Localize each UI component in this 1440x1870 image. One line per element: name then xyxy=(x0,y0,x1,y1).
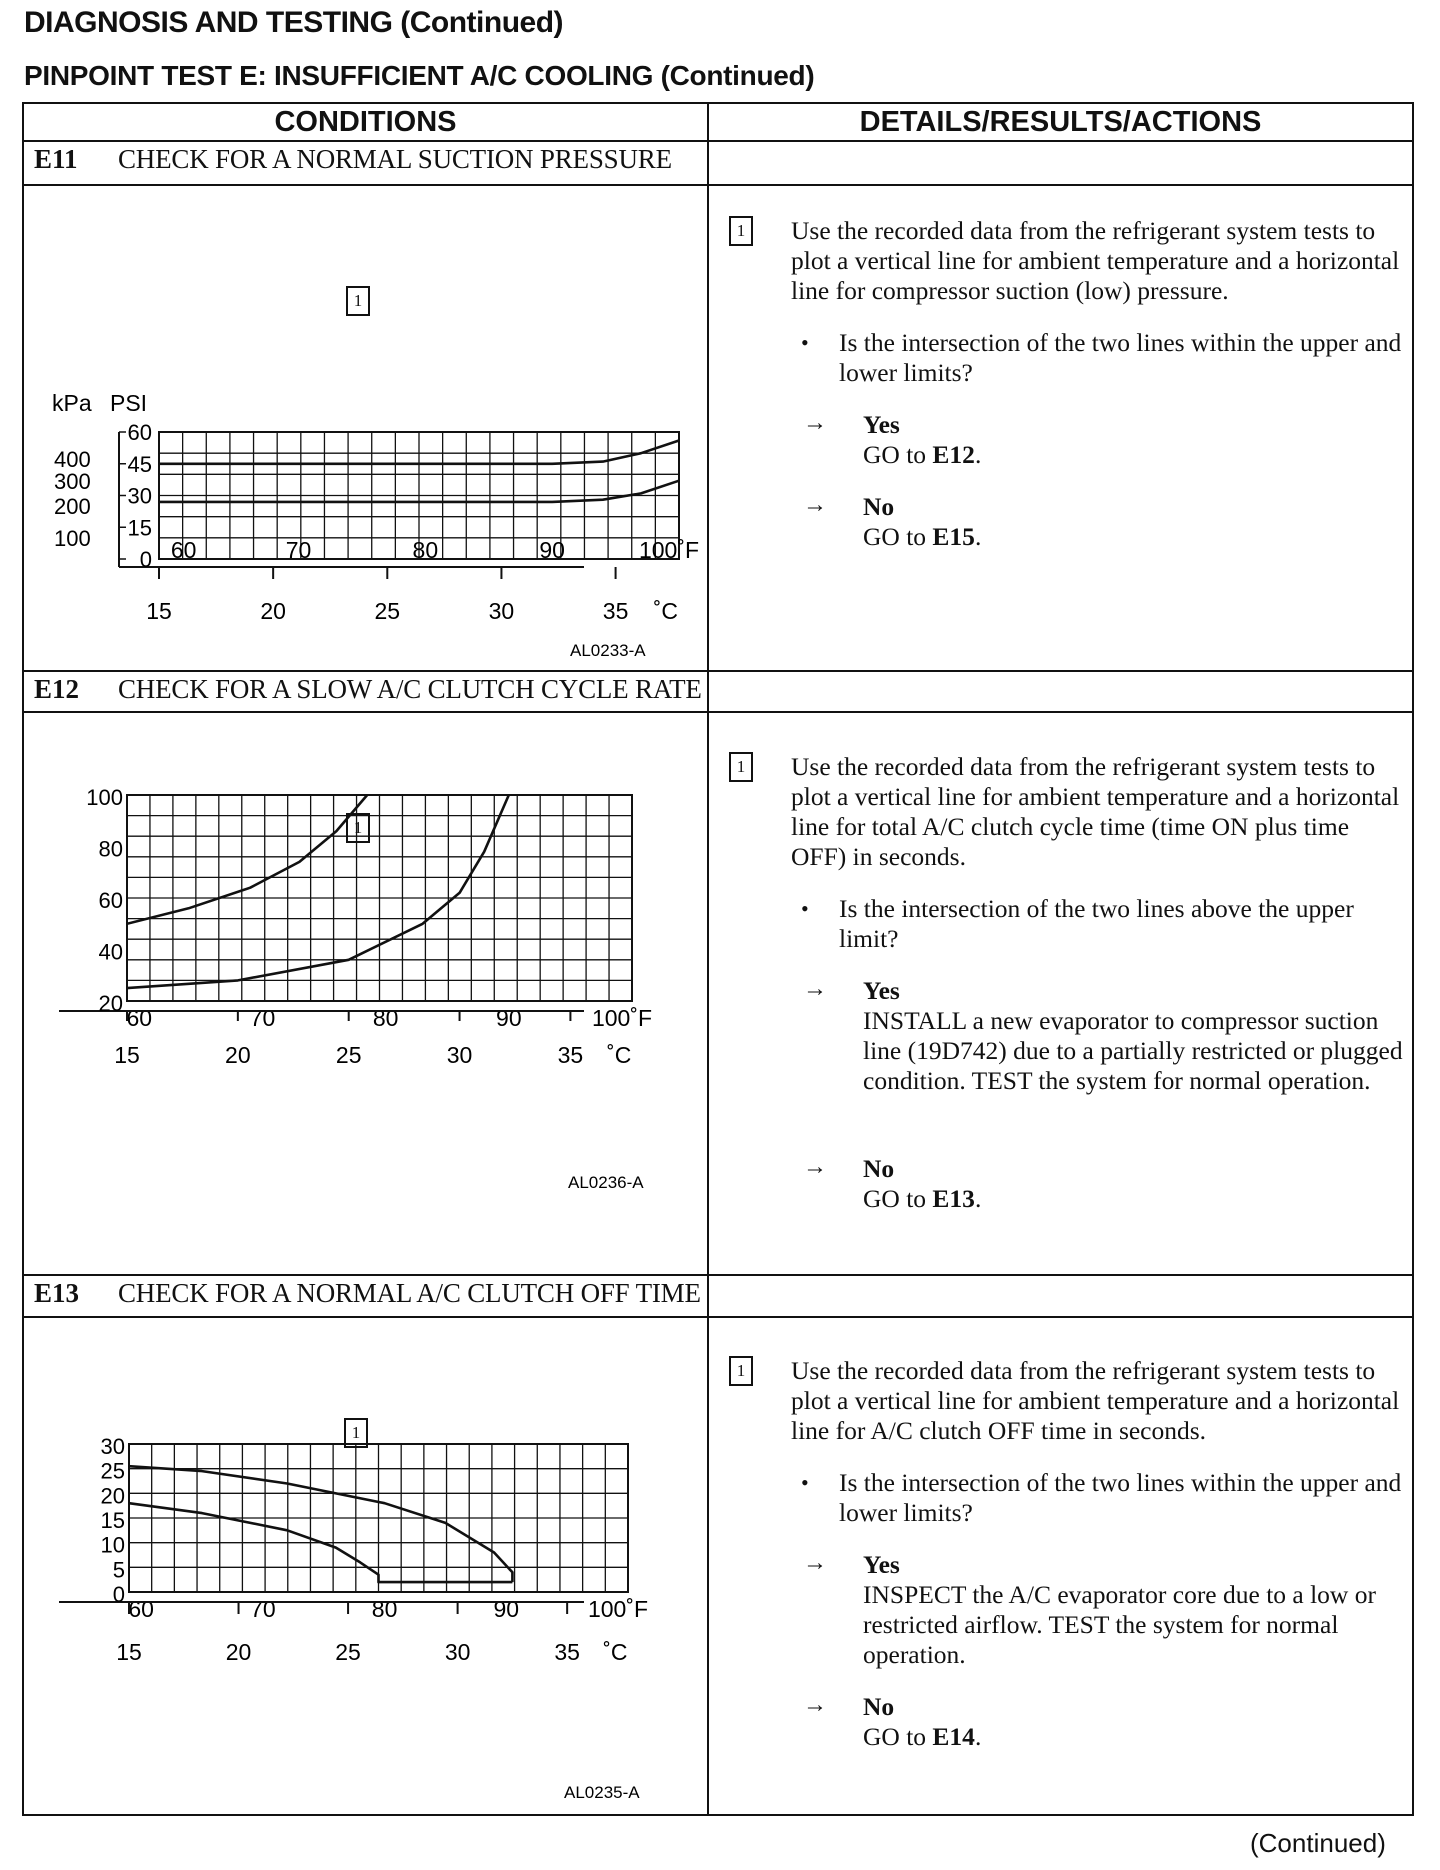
pinpoint-table xyxy=(22,102,1414,1816)
y-tick-label: 60 xyxy=(98,888,123,913)
fahrenheit-tick-label: 90 xyxy=(496,1005,522,1031)
figure-callout: 1 xyxy=(344,1418,368,1448)
y-tick-label: 5 xyxy=(112,1557,125,1583)
arrow-icon: → xyxy=(803,410,827,436)
celsius-tick-label: 35 xyxy=(554,1639,580,1665)
arrow-icon: → xyxy=(803,1692,827,1718)
fahrenheit-tick-label: 70 xyxy=(249,1005,276,1031)
detail-callout: 1 xyxy=(729,216,753,246)
psi-tick-label: 15 xyxy=(127,515,152,541)
chart-e13 xyxy=(24,1318,707,1814)
unit-label-kpa: kPa xyxy=(52,390,92,416)
question: Is the intersection of the two lines within the upper and lower limits? xyxy=(839,1468,1402,1527)
fahrenheit-tick-label: 90 xyxy=(493,1596,520,1622)
y-tick-label: 25 xyxy=(100,1458,125,1484)
no-suffix: . xyxy=(974,522,982,551)
instruction: Use the recorded data from the refrigerant system tests to plot a vertical line for ambient temperature and a horizontal line for compressor suction (low) pressure. xyxy=(791,216,1400,305)
kpa-tick-label: 400 xyxy=(54,447,91,472)
celsius-tick-label: 25 xyxy=(335,1042,362,1068)
result-no xyxy=(729,492,1409,552)
fahrenheit-tick-label: 80 xyxy=(371,1596,398,1622)
page-title: DIAGNOSIS AND TESTING (Continued) xyxy=(24,6,564,39)
figure-id: AL0235-A xyxy=(564,1783,640,1802)
y-tick-label: 100 xyxy=(86,785,123,810)
instruction: Use the recorded data from the refrigerant system tests to plot a vertical line for ambient temperature and a horizontal line for total A/C clutch cycle time (time ON plus time OFF) in seconds. xyxy=(791,752,1400,871)
fahrenheit-tick-label: 100˚F xyxy=(591,1005,653,1031)
celsius-tick-label: 20 xyxy=(225,1042,251,1068)
result-yes xyxy=(729,1550,1409,1670)
bullet: • xyxy=(801,896,809,921)
step-title-e11 xyxy=(34,144,672,175)
y-tick-label: 30 xyxy=(100,1434,125,1459)
celsius-tick-label: 15 xyxy=(114,1042,140,1068)
bullet: • xyxy=(801,1470,809,1495)
celsius-tick-label: 20 xyxy=(225,1639,252,1665)
y-tick-label: 20 xyxy=(98,991,123,1016)
instruction: Use the recorded data from the refrigerant system tests to plot a vertical line for ambient temperature and a horizontal line for A/C clutch OFF time in seconds. xyxy=(791,1356,1400,1445)
arrow-icon: → xyxy=(803,492,827,518)
yes-target-link[interactable]: E12 xyxy=(932,440,975,469)
celsius-tick-label: 25 xyxy=(335,1639,361,1665)
celsius-tick-label: 35 xyxy=(557,1042,584,1068)
result-yes xyxy=(729,410,1409,470)
chart-e11 xyxy=(24,186,707,670)
no-prefix: GO to xyxy=(863,1184,933,1213)
psi-tick-label: 30 xyxy=(127,483,152,509)
detail-callout: 1 xyxy=(729,752,753,782)
yes-label: Yes xyxy=(863,976,900,1005)
question: Is the intersection of the two lines within the upper and lower limits? xyxy=(839,328,1402,387)
celsius-tick-label: 30 xyxy=(446,1042,473,1068)
no-target-link[interactable]: E13 xyxy=(932,1184,975,1213)
fahrenheit-tick-label: 100˚F xyxy=(587,1596,649,1622)
figure-e12 xyxy=(24,713,707,1274)
result-no xyxy=(729,1154,1409,1214)
fahrenheit-tick-label: 80 xyxy=(412,537,439,563)
kpa-tick-label: 100 xyxy=(54,526,91,551)
fahrenheit-tick-label: 90 xyxy=(539,537,565,563)
y-tick-label: 10 xyxy=(100,1532,125,1558)
no-target-link[interactable]: E14 xyxy=(932,1722,975,1751)
figure-e11 xyxy=(24,186,707,670)
no-label: No xyxy=(863,1692,895,1721)
step-heading: CHECK FOR A SLOW A/C CLUTCH CYCLE RATE xyxy=(118,674,702,704)
y-tick-label: 0 xyxy=(112,1582,125,1607)
celsius-tick-label: 15 xyxy=(116,1639,142,1665)
fahrenheit-tick-label: 80 xyxy=(372,1005,399,1031)
celsius-unit-label: ˚C xyxy=(653,598,678,624)
question: Is the intersection of the two lines above the upper limit? xyxy=(839,894,1354,953)
fahrenheit-tick-label: 60 xyxy=(170,537,197,563)
fahrenheit-tick-label: 70 xyxy=(285,537,312,563)
no-suffix: . xyxy=(974,1184,982,1213)
y-tick-label: 15 xyxy=(100,1508,125,1533)
psi-tick-label: 60 xyxy=(127,420,152,445)
y-tick-label: 20 xyxy=(100,1483,125,1509)
yes-text: INSPECT the A/C evaporator core due to a low or restricted airflow. TEST the system for normal operation. xyxy=(863,1580,1376,1669)
e13-top-rule xyxy=(24,1274,1412,1276)
celsius-tick-label: 30 xyxy=(488,598,515,624)
yes-label: Yes xyxy=(863,1550,900,1579)
bullet: • xyxy=(801,330,809,355)
step-heading: CHECK FOR A NORMAL A/C CLUTCH OFF TIME xyxy=(118,1278,701,1308)
figure-callout: 1 xyxy=(346,813,370,843)
kpa-tick-label: 300 xyxy=(54,469,91,494)
no-prefix: GO to xyxy=(863,522,933,551)
step-code: E13 xyxy=(34,1278,80,1308)
psi-tick-label: 45 xyxy=(127,451,152,477)
celsius-tick-label: 20 xyxy=(260,598,286,624)
limit-curve-upper xyxy=(127,795,367,924)
details-e13 xyxy=(729,1356,1409,1752)
details-e12 xyxy=(729,752,1409,1214)
no-label: No xyxy=(863,1154,895,1183)
step-code: E12 xyxy=(34,674,80,704)
fahrenheit-tick-label: 100˚F xyxy=(638,537,700,563)
figure-callout: 1 xyxy=(346,286,370,316)
no-target-link[interactable]: E15 xyxy=(932,522,975,551)
psi-tick-label: 0 xyxy=(139,547,152,572)
step-code: E11 xyxy=(34,144,78,174)
limit-curve-lower xyxy=(127,795,509,988)
celsius-tick-label: 35 xyxy=(602,598,629,624)
conditions-header: CONDITIONS xyxy=(274,106,457,138)
fahrenheit-tick-label: 60 xyxy=(128,1596,154,1622)
chart-e12 xyxy=(24,713,707,1274)
detail-callout: 1 xyxy=(729,1356,753,1386)
figure-id: AL0233-A xyxy=(570,641,646,660)
celsius-tick-label: 15 xyxy=(146,598,172,624)
details-header: DETAILS/RESULTS/ACTIONS xyxy=(859,106,1262,138)
unit-label-psi: PSI xyxy=(110,390,148,416)
no-prefix: GO to xyxy=(863,1722,933,1751)
step-title-e12 xyxy=(34,674,702,705)
yes-text: INSTALL a new evaporator to compressor suction line (19D742) due to a partially restricted or plugged condition. TEST the system for normal operation. xyxy=(863,1006,1403,1095)
arrow-icon: → xyxy=(803,976,827,1002)
e12-top-rule xyxy=(24,670,1412,672)
step-title-e13 xyxy=(34,1278,701,1309)
yes-label: Yes xyxy=(863,410,900,439)
test-title: PINPOINT TEST E: INSUFFICIENT A/C COOLING (Continued) xyxy=(24,60,815,91)
figure-id: AL0236-A xyxy=(568,1173,644,1192)
y-tick-label: 80 xyxy=(98,836,123,862)
celsius-unit-label: ˚C xyxy=(607,1042,632,1068)
no-suffix: . xyxy=(974,1722,982,1751)
fahrenheit-tick-label: 60 xyxy=(126,1005,153,1031)
details-e11 xyxy=(729,216,1409,552)
result-no xyxy=(729,1692,1409,1752)
arrow-icon: → xyxy=(803,1154,827,1180)
limit-curve-upper xyxy=(129,1466,512,1582)
column-divider xyxy=(707,104,709,1814)
result-yes xyxy=(729,976,1409,1096)
yes-suffix: . xyxy=(974,440,982,469)
y-tick-label: 40 xyxy=(98,939,123,965)
celsius-tick-label: 25 xyxy=(374,598,401,624)
kpa-tick-label: 200 xyxy=(54,494,91,519)
celsius-tick-label: 30 xyxy=(444,1639,471,1665)
figure-e13 xyxy=(24,1318,707,1814)
header-rule xyxy=(24,140,1412,142)
fahrenheit-tick-label: 70 xyxy=(250,1596,276,1622)
step-heading: CHECK FOR A NORMAL SUCTION PRESSURE xyxy=(118,144,672,174)
celsius-unit-label: ˚C xyxy=(603,1639,628,1665)
arrow-icon: → xyxy=(803,1550,827,1576)
yes-prefix: GO to xyxy=(863,440,933,469)
continued-note: (Continued) xyxy=(1250,1828,1386,1858)
no-label: No xyxy=(863,492,895,521)
